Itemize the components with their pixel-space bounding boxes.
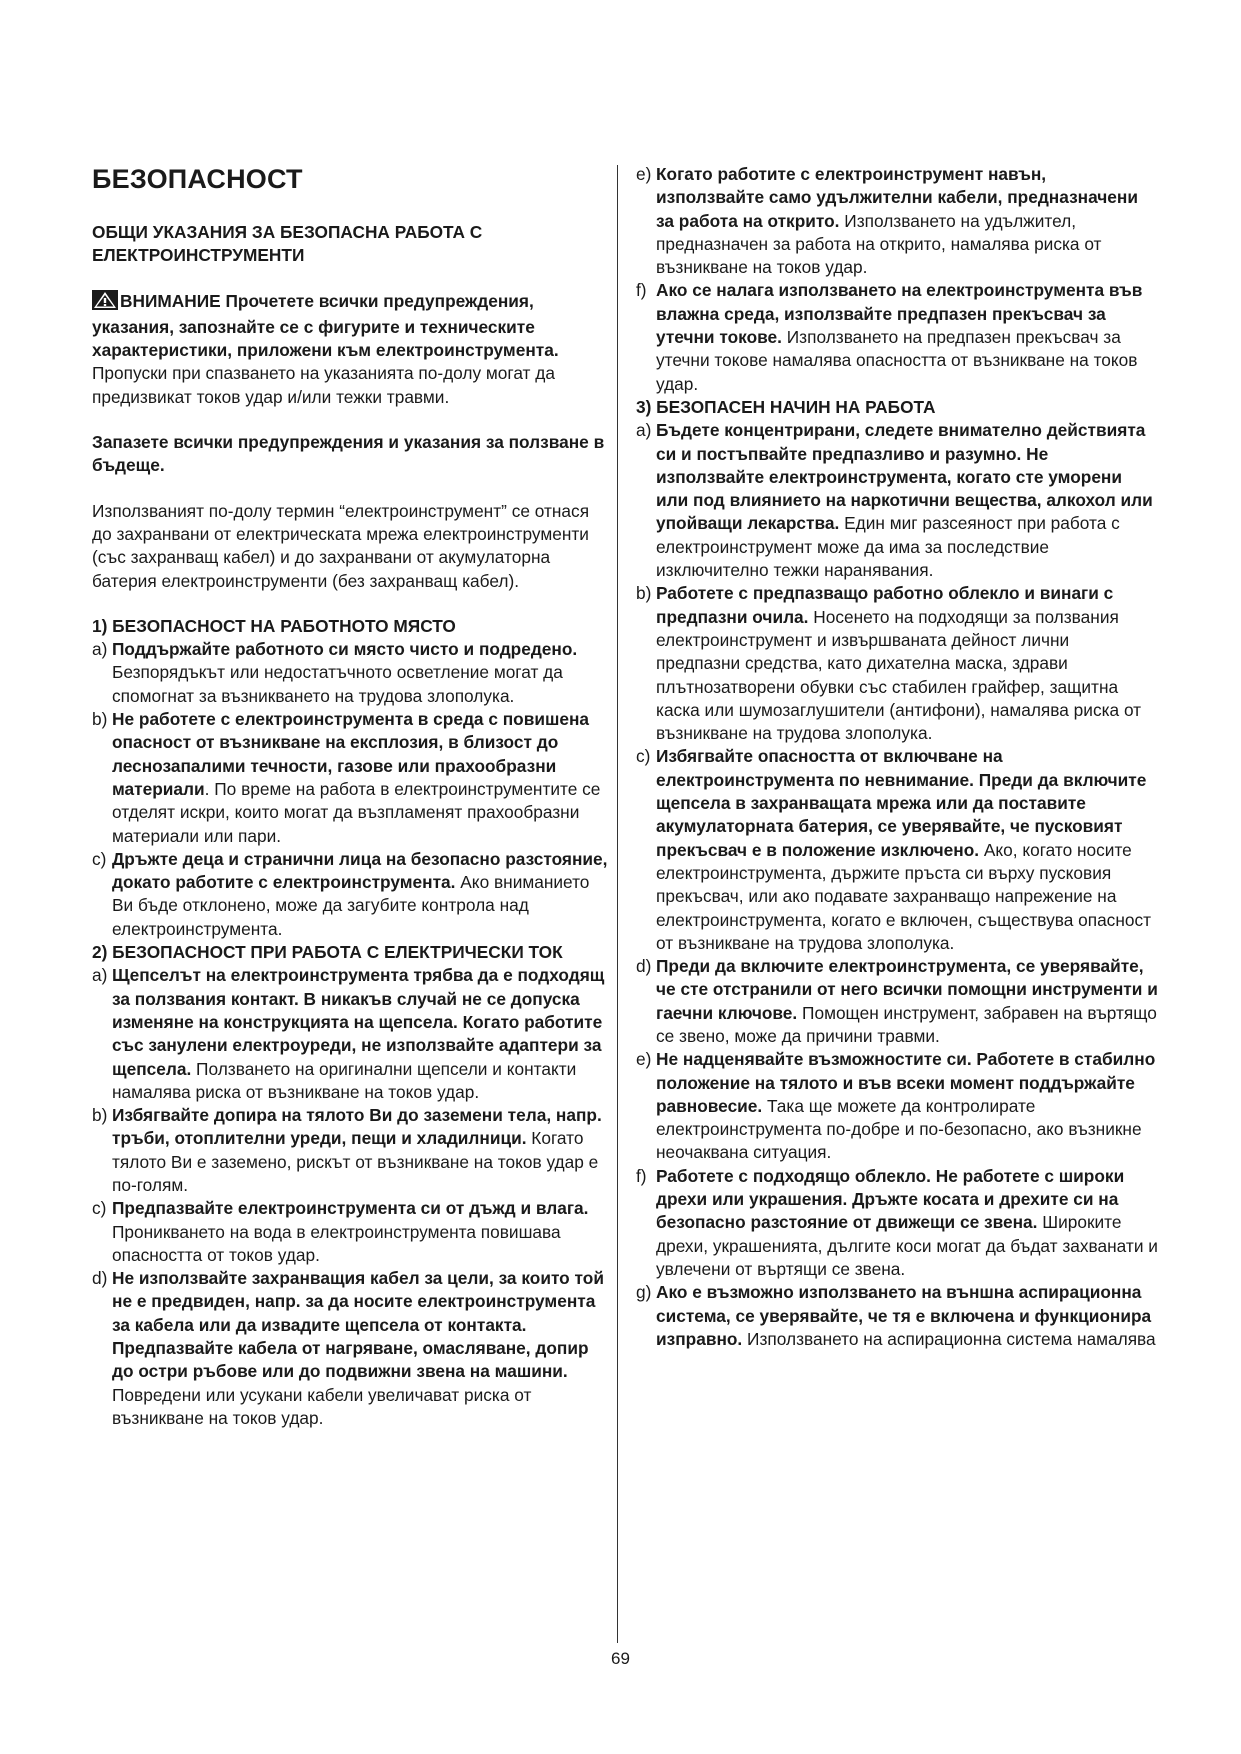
item-text: Използването на аспирационна система намалява — [742, 1328, 1156, 1349]
item-bold: Избягвайте опасността от включване на електроинструмента по невнимание. Преди да включите щепсела в захранващата мрежа или да поставите акумулаторната батерия, се уверявайте, че пусковият прекъсвач е в положение изключено. — [656, 746, 1147, 860]
item-label: c) — [636, 746, 651, 767]
item-label: a) — [636, 420, 652, 441]
item-bold: Дръжте деца и странични лица на безопасно разстояние, докато работите с електроинструмента. — [112, 848, 608, 893]
item-label: d) — [92, 1268, 108, 1289]
section3-item-b — [636, 582, 1158, 745]
item-bold: Бъдете концентрирани, следете внимателно действията си и постъпвайте предпазливо и разумно. Не използвайте електроинструмента, когато сте уморени или под влиянието на наркотични вещества, алкохол или упойващи лекарства. — [656, 420, 1153, 534]
item-bold: Не надценявайте възможностите си. Работете в стабилно положение на тялото и във всеки момент поддържайте равновесие. — [656, 1049, 1156, 1116]
section2-item-b — [92, 1104, 612, 1197]
section1-item-c — [92, 848, 612, 941]
term-paragraph: Използваният по-долу термин “електроинструмент” се отнася до захранвани от електрическата мрежа електроинструменти (със захранващ кабел) и до захранвани от акумулаторна батерия електроинструменти (без захранващ кабел). — [92, 500, 590, 591]
item-label: b) — [636, 583, 652, 604]
section3-item-e — [636, 1048, 1158, 1164]
item-label: d) — [636, 956, 652, 977]
item-label: g) — [636, 1282, 652, 1303]
item-label: f) — [636, 1165, 647, 1186]
item-bold: Преди да включите електроинструмента, се уверявайте, че сте отстранили от него всички помощни инструменти и гаечни ключове. — [656, 956, 1158, 1023]
section2-item-e — [636, 163, 1158, 279]
item-label: e) — [636, 1049, 652, 1070]
item-text: Проникването на вода в електроинструмента повишава опасността от токов удар. — [112, 1221, 561, 1265]
section3-heading: 3) БЕЗОПАСЕН НАЧИН НА РАБОТА — [636, 396, 936, 417]
page-number: 69 — [611, 1649, 630, 1668]
section1-heading: 1) БЕЗОПАСНОСТ НА РАБОТНОТО МЯСТО — [92, 615, 456, 636]
item-bold: Ако се налага използването на електроинструмента във влажна среда, използвайте предпазен прекъсвач за утечни токове. — [656, 280, 1143, 348]
page-title: БЕЗОПАСНОСТ — [92, 164, 303, 194]
item-bold: Когато работите с електроинструмент навън, използвайте само удължителни кабели, предназначени за работа на открито. — [656, 164, 1138, 231]
warning-bold: ВНИМАНИЕ Прочетете всички предупреждения, указания, запознайте се с фигурите и техническите характеристики, приложени към електроинструмента. — [92, 290, 559, 361]
section1-item-a — [92, 638, 612, 708]
item-text: Широките дрехи, украшенията, дългите коси могат да бъдат захванати и увлечени от въртящи се звена. — [656, 1212, 1158, 1279]
warning-paragraph — [92, 290, 612, 409]
item-label: a) — [92, 639, 108, 660]
item-bold: Щепселът на електроинструмента трябва да е подходящ за ползвания контакт. В никакъв случай не се допуска изменяне на конструкцията на щепсела. Когато работите със занулени електроуреди, не използвайте адаптери за щепсела. — [112, 965, 605, 1079]
item-bold: Не използвайте захранващия кабел за цели, за които той не е предвиден, напр. за да носите електроинструмента за кабела или да извадите щепсела от контакта. Предпазвайте кабела от нагряване, омасляване, допир до остри ръбове или до подвижни звена на машини. — [112, 1268, 604, 1382]
item-text: Помощен инструмент, забравен на въртящо се звено, може да причини травми. — [656, 1002, 1157, 1046]
item-text: Ако вниманието Ви бъде отклонено, може да загубите контрола над електроинструмента. — [112, 872, 590, 939]
item-text: Един миг разсеяност при работа с електроинструмент може да има за последствие изключително тежки наранявания. — [656, 513, 1120, 581]
column-divider — [617, 165, 618, 1643]
item-label: b) — [92, 1105, 108, 1126]
item-label: a) — [92, 965, 108, 986]
section3-item-f — [636, 1165, 1158, 1281]
section-subtitle: ОБЩИ УКАЗАНИЯ ЗА БЕЗОПАСНА РАБОТА С ЕЛЕКТРОИНСТРУМЕНТИ — [92, 222, 483, 266]
section2-heading: 2) БЕЗОПАСНОСТ ПРИ РАБОТА С ЕЛЕКТРИЧЕСКИ ТОК — [92, 942, 563, 963]
section2-item-f — [636, 279, 1158, 395]
item-bold: Поддържайте работното си място чисто и подредено. — [112, 639, 578, 660]
item-text: Ако, когато носите електроинструмента, държите пръста си върху пусковия прекъсвач, или ако подавате захранващо напрежение на електроинструмента, когато е включен, съществува опасност от възникване на трудова злополука. — [656, 839, 1152, 953]
item-bold: Работете с подходящо облекло. Не работете с широки дрехи или украшения. Дръжте косата и дрехите си на безопасно разстояние от движещи се звена. — [656, 1165, 1125, 1233]
item-label: c) — [92, 1198, 107, 1219]
item-text: Ползването на оригинални щепсели и контакти намалява риска от възникване на токов удар. — [112, 1058, 577, 1102]
item-bold: Предпазвайте електроинструмента си от дъжд и влага. — [112, 1198, 589, 1219]
keep-notice-text: Запазете всички предупреждения и указания за ползване в бъдеще. — [92, 432, 605, 476]
section1-item-b — [92, 708, 612, 848]
section3-item-g — [636, 1281, 1158, 1351]
section3-item-d — [636, 955, 1158, 1048]
item-text: Когато тялото Ви е заземено, рискът от възникване на токов удар е по-голям. — [112, 1128, 599, 1195]
item-bold: Избягвайте допира на тялото Ви до заземени тела, напр. тръби, отоплителни уреди, пещи и хладилници. — [112, 1105, 602, 1149]
item-text: Повредени или усукани кабели увеличават риска от възникване на токов удар. — [112, 1384, 532, 1428]
item-text: . По време на работа в електроинструментите се отделят искри, които могат да възпламенят прахообразни материали или пари. — [112, 778, 601, 846]
item-text: Безпорядъкът или недостатъчното осветление могат да спомогнат за възникването на трудова злополука. — [112, 662, 563, 706]
item-bold: Не работете с електроинструмента в среда с повишена опасност от възникване на експлозия, в близост до леснозапалими течности, газове или прахообразни материали — [112, 709, 590, 799]
item-label: c) — [92, 848, 107, 869]
left-column — [92, 163, 612, 1430]
item-text: Използването на предпазен прекъсвач за утечни токове намалява опасността от възникване на токов удар. — [656, 327, 1138, 394]
section2-item-c — [92, 1197, 612, 1267]
item-label: e) — [636, 164, 652, 184]
right-column — [636, 163, 1158, 1351]
warning-triangle-icon — [92, 290, 118, 316]
section3-item-c — [636, 745, 1158, 955]
item-label: b) — [92, 709, 108, 730]
item-label: f) — [636, 280, 647, 301]
section2-item-a — [92, 964, 612, 1104]
section2-item-d — [92, 1267, 612, 1430]
item-text: Така ще можете да контролирате електроинструмента по-добре и по-безопасно, ако възникне неочаквана ситуация. — [656, 1095, 1142, 1163]
item-text: Носенето на подходящи за ползвания електроинструмент и извършваната дейност лични предпазни средства, като дихателна маска, здрави плътнозатворени обувки със стабилен грайфер, защитна каска или шумозаглушители (антифони), намалява риска от възникване на трудова злополука. — [656, 606, 1142, 744]
item-text: Използването на удължител, предназначен за работа на открито, намалява риска от възникване на токов удар. — [656, 210, 1102, 278]
section3-item-a — [636, 419, 1158, 582]
warning-text: Пропуски при спазването на указанията по-долу могат да предизвикат токов удар и/или тежки травми. — [92, 363, 555, 407]
item-bold: Ако е възможно използването на външна аспирационна система, се уверявайте, че тя е включена и функционира изправно. — [656, 1282, 1152, 1349]
keep-notice — [92, 431, 612, 478]
item-bold: Работете с предпазващо работно облекло и винаги с предпазни очила. — [656, 583, 1114, 627]
